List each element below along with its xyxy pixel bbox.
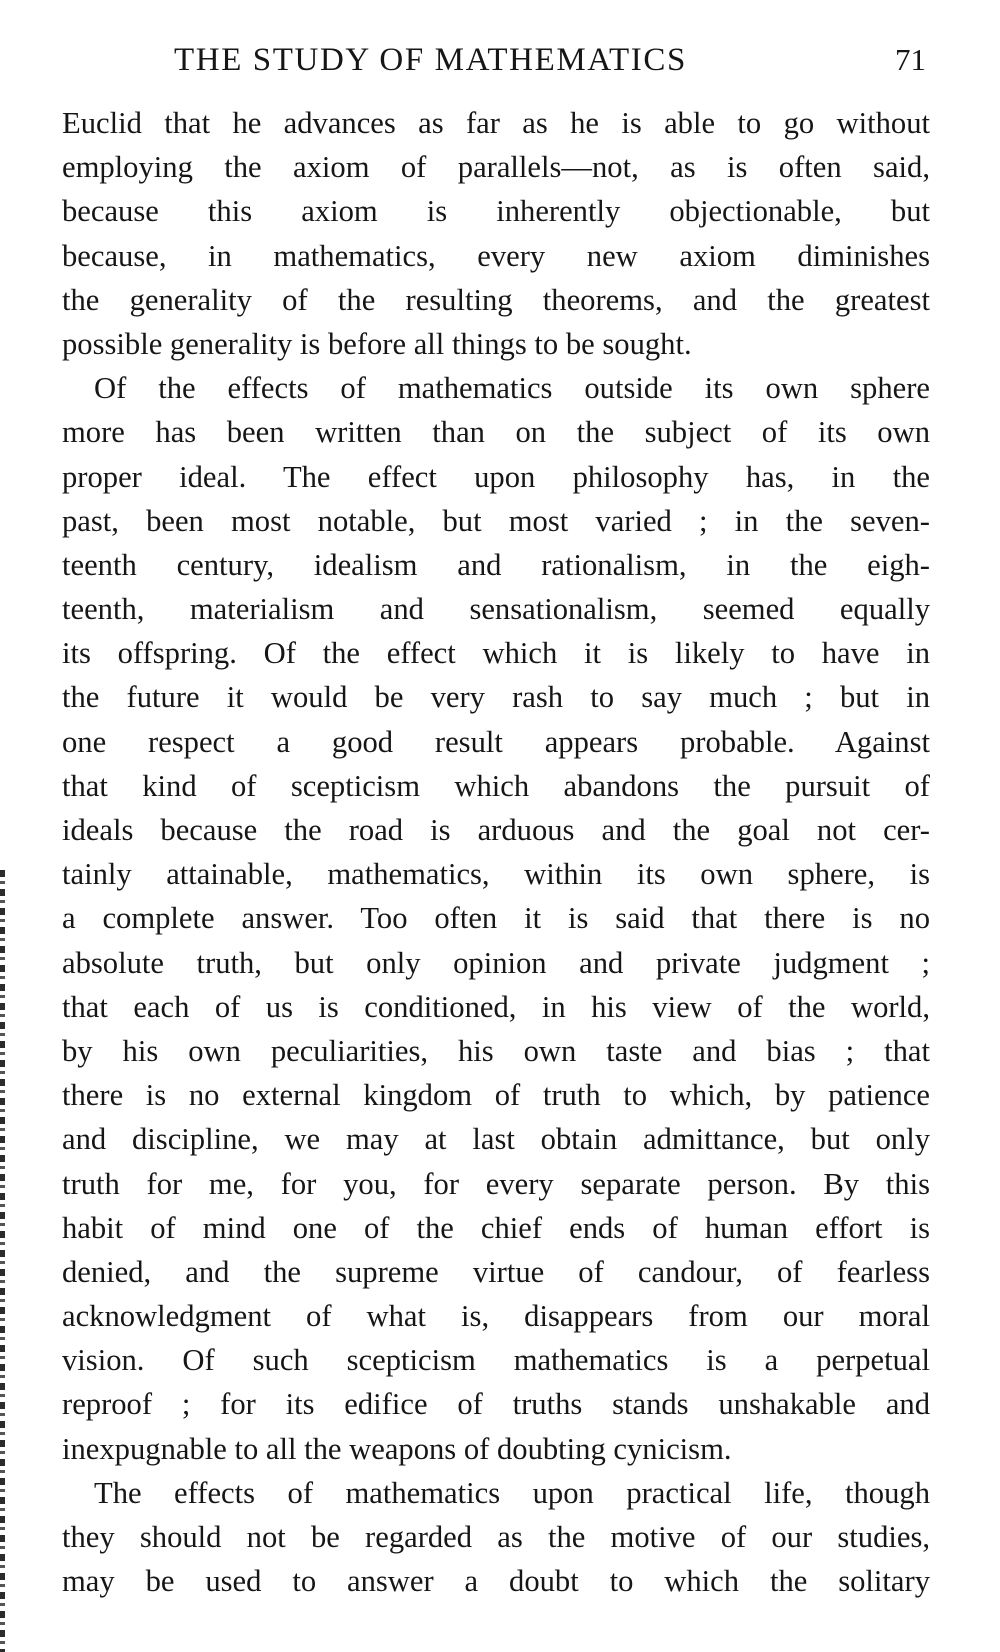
text-line: that kind of scepticism which abandons the pursuit of [62, 768, 930, 803]
text-line: the generality of the resulting theorems, and the greatest [62, 282, 930, 317]
text-line: Euclid that he advances as far as he is able to go without [62, 106, 930, 140]
text-line: possible generality is before all things to be sought. [62, 326, 692, 361]
text-line: that each of us is conditioned, in his view of the world, [62, 989, 930, 1024]
paragraph-2 [62, 366, 930, 1471]
body-text [62, 101, 930, 1603]
text-line: past, been most notable, but most varied ; in the seven- [62, 503, 930, 538]
text-line: absolute truth, but only opinion and private judgment ; [62, 945, 930, 980]
text-line: tainly attainable, mathematics, within its own sphere, is [62, 857, 930, 892]
text-line: habit of mind one of the chief ends of human effort is [62, 1210, 930, 1245]
text-line: teenth, materialism and sensationalism, seemed equally [62, 592, 930, 627]
text-line: teenth century, idealism and rationalism, in the eigh- [62, 547, 930, 582]
text-line: one respect a good result appears probable. Against [62, 724, 930, 759]
text-line: its offspring. Of the effect which it is likely to have in [62, 636, 930, 671]
text-line: may be used to answer a doubt to which the solitary [62, 1564, 930, 1599]
paragraph-3 [62, 1471, 930, 1604]
text-line: the future it would be very rash to say much ; but in [62, 680, 930, 715]
text-line: ideals because the road is arduous and the goal not cer- [62, 813, 930, 847]
text-line: more has been written than on the subject of its own [62, 415, 930, 450]
text-line: because this axiom is inherently objectionable, but [62, 194, 930, 229]
text-line: proper ideal. The effect upon philosophy has, in the [62, 459, 930, 494]
text-line: The effects of mathematics upon practical life, though [94, 1475, 930, 1510]
text-line: there is no external kingdom of truth to which, by patience [62, 1078, 930, 1113]
text-line: vision. Of such scepticism mathematics is a perpetual [62, 1343, 930, 1378]
text-line: reproof ; for its edifice of truths stands unshakable and [62, 1387, 930, 1422]
text-line: a complete answer. Too often it is said that there is no [62, 901, 930, 936]
text-line: employing the axiom of parallels—not, as is often said, [62, 150, 930, 185]
text-line: inexpugnable to all the weapons of doubting cynicism. [62, 1431, 732, 1466]
text-line: truth for me, for you, for every separate person. By this [62, 1166, 930, 1201]
scan-binding-edge [0, 870, 5, 1652]
text-line: acknowledgment of what is, disappears from our moral [62, 1299, 930, 1334]
text-line: Of the effects of mathematics outside its own sphere [94, 371, 930, 406]
text-line: by his own peculiarities, his own taste and bias ; that [62, 1033, 930, 1068]
text-line: and discipline, we may at last obtain admittance, but only [62, 1122, 930, 1157]
text-line: because, in mathematics, every new axiom diminishes [62, 238, 930, 273]
running-title: THE STUDY OF MATHEMATICS [174, 42, 687, 78]
text-line: denied, and the supreme virtue of candour, of fearless [62, 1254, 930, 1289]
paragraph-1 [62, 101, 930, 366]
text-line: they should not be regarded as the motive of our studies, [62, 1520, 930, 1554]
page-number: 71 [895, 42, 926, 77]
running-header [62, 38, 930, 82]
